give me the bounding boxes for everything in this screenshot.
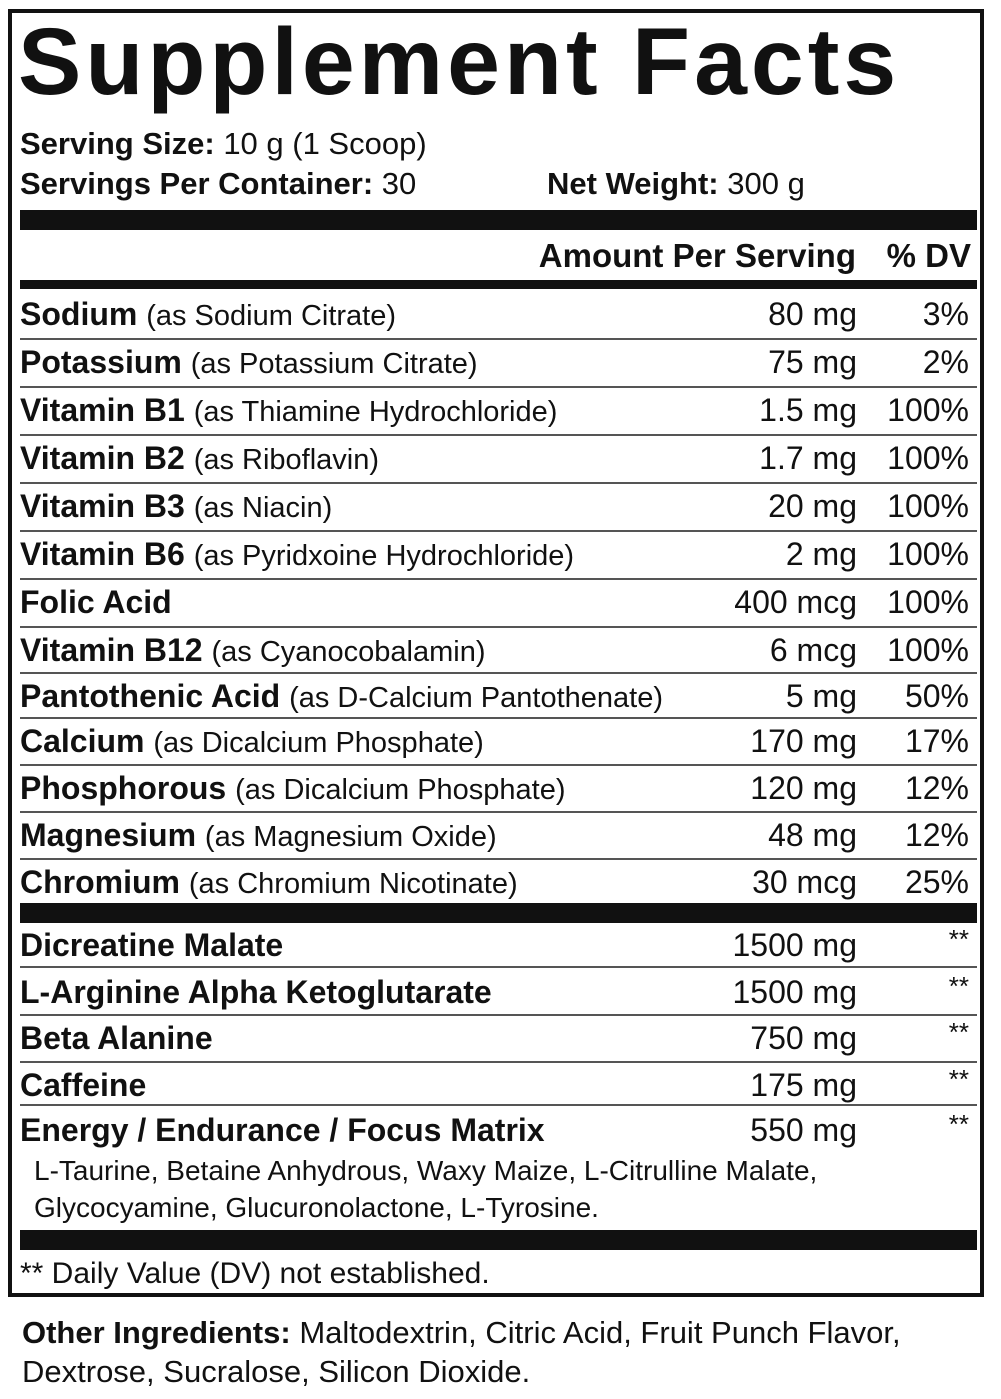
table-row — [20, 439, 977, 484]
ingredient-name: Dicreatine Malate — [20, 927, 284, 963]
table-row — [20, 535, 977, 580]
ingredient-name-cell — [20, 973, 492, 1011]
table-row — [20, 1111, 977, 1151]
table-row — [20, 973, 977, 1016]
nutrient-name: Vitamin B12 — [20, 632, 203, 668]
nutrient-dv: 25% — [904, 864, 969, 900]
ingredient-name: Energy / Endurance / Focus Matrix — [20, 1112, 545, 1148]
table-row — [20, 1066, 977, 1106]
nutrient-name-cell — [20, 769, 566, 809]
ingredient-amount: 1500 mg — [732, 927, 857, 963]
nutrient-name: Magnesium — [20, 817, 197, 853]
nutrient-amount: 1.5 mg — [759, 392, 857, 428]
table-row — [20, 863, 977, 903]
nutrient-name-cell — [20, 677, 663, 717]
other-ingredients-text: Maltodextrin, Citric Acid, Fruit Punch Flavor, Dextrose, Sucralose, Silicon Dioxide. — [22, 1315, 901, 1389]
nutrient-amount: 5 mg — [785, 678, 857, 714]
nutrient-name-cell — [20, 391, 557, 431]
nutrient-name: Vitamin B3 — [20, 488, 185, 524]
nutrient-dv: 100% — [887, 392, 969, 428]
dv-footnote: ** Daily Value (DV) not established. — [20, 1257, 490, 1290]
table-row — [20, 391, 977, 436]
nutrient-name-cell — [20, 487, 332, 527]
nutrient-dv: 100% — [887, 536, 969, 572]
ingredient-dv: ** — [948, 971, 969, 1001]
divider-thick — [20, 210, 977, 230]
nutrient-name: Vitamin B1 — [20, 392, 185, 428]
nutrient-amount: 2 mg — [785, 536, 857, 572]
nutrient-amount: 120 mg — [750, 770, 857, 806]
nutrient-name: Potassium — [20, 344, 182, 380]
ingredient-name-cell — [20, 1111, 545, 1149]
nutrient-dv: 12% — [904, 817, 969, 853]
nutrient-dv: 12% — [904, 770, 969, 806]
nutrient-dv: 50% — [904, 678, 969, 714]
nutrient-amount: 75 mg — [768, 344, 857, 380]
nutrient-name: Sodium — [20, 296, 138, 332]
divider-thick — [20, 1230, 977, 1250]
other-ingredients-label: Other Ingredients: — [22, 1315, 291, 1350]
nutrient-name: Folic Acid — [20, 584, 172, 620]
nutrient-source: (as Sodium Citrate) — [146, 300, 397, 332]
nutrient-dv: 100% — [887, 584, 969, 620]
servings-per-container-label: Servings Per Container: — [20, 166, 374, 201]
ingredient-dv: ** — [948, 1109, 969, 1139]
ingredient-name-cell — [20, 1066, 146, 1104]
nutrient-name-cell — [20, 816, 497, 856]
servings-per-container — [20, 166, 416, 202]
nutrient-dv: 17% — [904, 723, 969, 759]
table-row — [20, 487, 977, 532]
nutrient-source: (as Dicalcium Phosphate) — [153, 727, 484, 759]
nutrient-source: (as Niacin) — [193, 492, 333, 524]
ingredient-name-cell — [20, 1019, 213, 1057]
nutrient-name-cell — [20, 863, 518, 903]
ingredient-dv: ** — [948, 924, 969, 954]
nutrient-dv: 100% — [887, 488, 969, 524]
net-weight-value: 300 g — [727, 166, 805, 201]
ingredient-dv: ** — [948, 1017, 969, 1047]
nutrient-name: Vitamin B6 — [20, 536, 185, 572]
divider-medium — [20, 280, 977, 289]
nutrient-dv: 100% — [887, 440, 969, 476]
nutrient-name-cell — [20, 439, 379, 479]
ingredient-dv: ** — [948, 1064, 969, 1094]
nutrient-name-cell — [20, 722, 484, 762]
ingredient-name-cell — [20, 926, 283, 964]
table-row — [20, 677, 977, 719]
panel-title: Supplement Facts — [18, 9, 901, 115]
dv-header: % DV — [886, 237, 971, 274]
divider-thick — [20, 903, 977, 923]
nutrient-dv: 2% — [922, 344, 969, 380]
nutrient-amount: 6 mcg — [769, 632, 857, 668]
net-weight-label: Net Weight: — [547, 166, 719, 201]
other-ingredients — [22, 1313, 982, 1391]
nutrient-amount: 20 mg — [768, 488, 857, 524]
ingredient-amount: 750 mg — [750, 1020, 857, 1056]
table-row — [20, 295, 977, 340]
nutrient-name-cell — [20, 583, 172, 621]
nutrient-name-cell — [20, 535, 574, 575]
nutrient-source: (as Riboflavin) — [193, 444, 380, 476]
nutrient-source: (as Chromium Nicotinate) — [188, 868, 518, 900]
nutrient-source: (as Magnesium Oxide) — [204, 821, 497, 853]
amount-per-serving-header: Amount Per Serving — [538, 237, 856, 274]
nutrient-source: (as D-Calcium Pantothenate) — [289, 682, 664, 714]
nutrient-name: Chromium — [20, 864, 180, 900]
nutrient-name-cell — [20, 295, 396, 335]
serving-size-value: 10 g (1 Scoop) — [223, 126, 427, 161]
table-row — [20, 722, 977, 766]
ingredient-name: Beta Alanine — [20, 1020, 213, 1056]
matrix-ingredients: L-Taurine, Betaine Anhydrous, Waxy Maize, L-Citrulline Malate, Glycocyamine, Glucuronolactone, L-Tyrosine. — [34, 1155, 818, 1223]
nutrient-name-cell — [20, 631, 486, 671]
nutrient-amount: 1.7 mg — [759, 440, 857, 476]
nutrient-source: (as Pyridxoine Hydrochloride) — [193, 540, 575, 572]
serving-size — [20, 126, 427, 162]
nutrient-source: (as Dicalcium Phosphate) — [235, 774, 566, 806]
nutrient-source: (as Potassium Citrate) — [190, 348, 478, 380]
table-row — [20, 769, 977, 813]
table-row — [20, 343, 977, 388]
nutrient-name-cell — [20, 343, 478, 383]
table-row — [20, 583, 977, 628]
nutrient-amount: 48 mg — [768, 817, 857, 853]
ingredient-amount: 550 mg — [750, 1112, 857, 1148]
table-row — [20, 926, 977, 968]
nutrient-name: Vitamin B2 — [20, 440, 185, 476]
table-row — [20, 1019, 977, 1063]
nutrient-source: (as Thiamine Hydrochloride) — [193, 396, 558, 428]
table-row — [20, 816, 977, 860]
ingredient-name: L-Arginine Alpha Ketoglutarate — [20, 974, 492, 1010]
ingredient-amount: 1500 mg — [732, 974, 857, 1010]
table-row — [20, 631, 977, 674]
nutrient-amount: 400 mcg — [734, 584, 857, 620]
ingredient-amount: 175 mg — [750, 1067, 857, 1103]
nutrient-dv: 100% — [887, 632, 969, 668]
nutrient-amount: 170 mg — [750, 723, 857, 759]
net-weight — [547, 166, 805, 202]
servings-per-container-value: 30 — [381, 166, 417, 201]
nutrient-name: Calcium — [20, 723, 145, 759]
nutrient-source: (as Cyanocobalamin) — [211, 636, 486, 668]
nutrient-amount: 30 mcg — [752, 864, 857, 900]
nutrient-amount: 80 mg — [768, 296, 857, 332]
ingredient-name: Caffeine — [20, 1067, 147, 1103]
nutrient-name: Phosphorous — [20, 770, 227, 806]
nutrient-dv: 3% — [922, 296, 969, 332]
serving-size-label: Serving Size: — [20, 126, 215, 161]
nutrient-name: Pantothenic Acid — [20, 678, 281, 714]
